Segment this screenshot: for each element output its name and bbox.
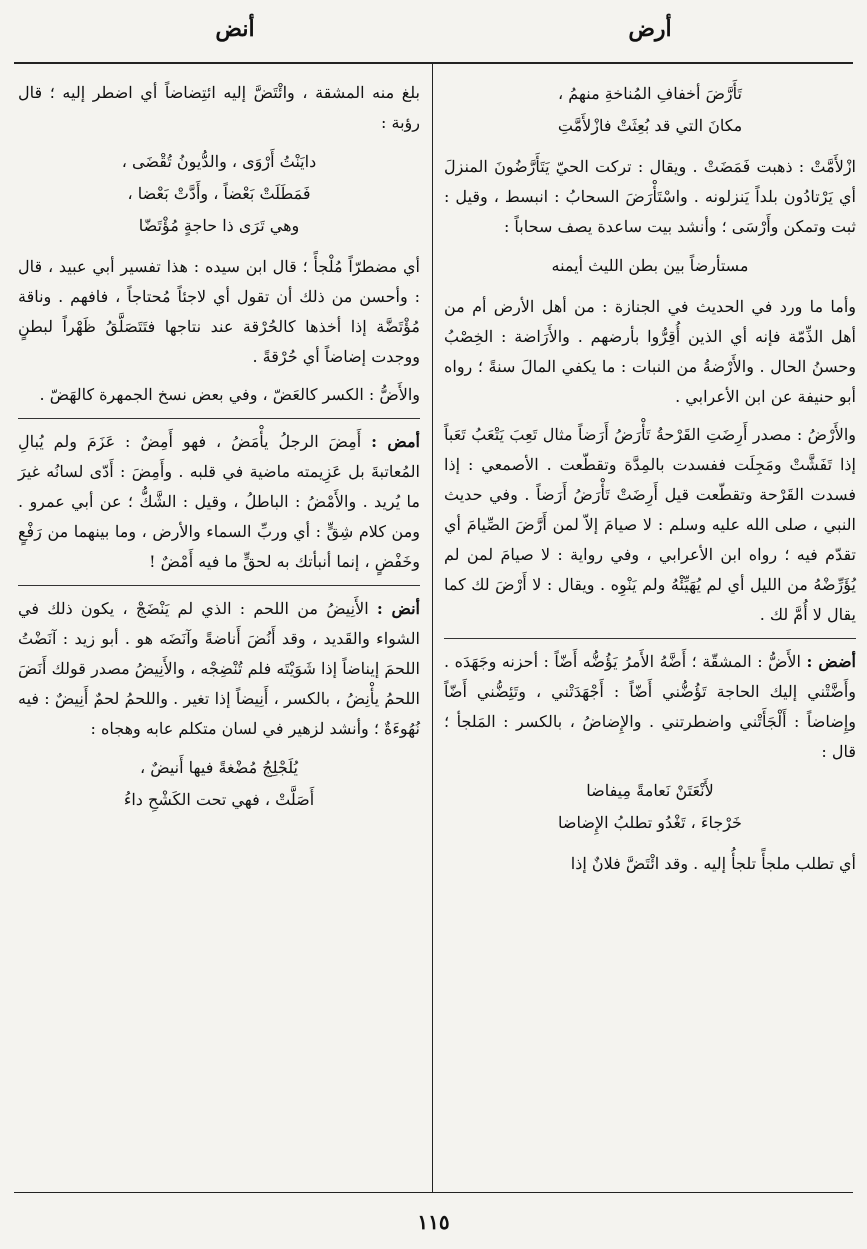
verse-line: خَرْجاءَ ، تَغْدُو تطلبُ الإِضاضا bbox=[558, 813, 742, 832]
header-divider bbox=[14, 62, 853, 64]
page-header-right-title: أرض bbox=[628, 16, 672, 42]
verse-block bbox=[18, 146, 420, 242]
verse-line: دايَنْتُ أَرْوَى ، والدُّيونُ تُقْضَى ، bbox=[121, 152, 317, 171]
paragraph: ازْلأَمَّتْ : ذهبت فَمَضَتْ . ويقال : تركت الحيّ يَتَأَرَّضُونَ المنزلَ أي يَرْتادُون بلداً يَنزلونه . واسْتَأْرَضَ السحابُ : انبسط ، وقيل : ثبت وتمكن وأَرْسَى ؛ وأنشد بيت ساعدة يصف سحاباً : bbox=[444, 157, 857, 236]
paragraph: أي تطلب ملجأً تلجأُ إليه . وقد ائْتَضَّ فلانٌ إذا bbox=[570, 854, 856, 873]
verse-block bbox=[18, 752, 420, 816]
footer-divider bbox=[14, 1192, 853, 1193]
entry-headword: أنض : bbox=[376, 599, 420, 618]
verse-block bbox=[444, 78, 856, 142]
dictionary-entry bbox=[18, 585, 420, 816]
paragraph: بلغ منه المشقة ، وائْتَضَّ إليه ائتِضاضاً أي اضطر إليه ؛ قال رؤبة : bbox=[18, 83, 420, 132]
paragraph: وأما ما ورد في الحديث في الجنازة : من أهل الأرض أم من أهل الذِّمّة فإنه أي الذين أُقِرُّوا بأرضهم . والأَرَاضة : الخِصْبُ وحسنُ الحال . والأَرْضةُ من النبات : ما يكفي المالَ سنةً ؛ رواه أبو حنيفة عن ابن الأعرابي . bbox=[444, 297, 856, 406]
entry-paragraph bbox=[18, 427, 420, 577]
left-column bbox=[18, 78, 420, 826]
entry-text: الأَضُّ : المشقّة ؛ أَضَّهُ الأَمرُ يَؤُضُّه أَضّاً : أحزنه وجَهَدَه . وأَضَّتْني إليك الحاجة تَؤُضُّني أَضّاً : أَجْهَدَتْني ، وتَئِضُّني أَضّاً وإِضاضاً : أَلْجَأَتْني واضطرتني . والإِضاضُ ، بالكسر : المَلجأ ؛ قال : bbox=[444, 652, 856, 761]
paragraph: والأَرْضُ : مصدر أَرِضَتِ القَرْحةُ تَأْرَضُ أَرَضاً مثال تَعِبَ يَتْعَبُ تَعَباً إذا تَفَشَّتْ ومَجِلَت ففسدت بالمِدَّة وتقطّعت . الأصمعي : إذا فسدت القَرْحة وتقطّعت قيل أَرِضَتْ تَأْرَضُ أَرَضاً . وفي حديث النبي ، صلى الله عليه وسلم : لا صيامَ إلاّ لمن أَرَّضَ الصِّيامَ أي تقدّم فيه ؛ رواه ابن الأعرابي ، وفي رواية : لا صيامَ لمن لم يُؤَرِّضْهُ من الليل أي لم يُهَيِّئْهُ ولم يَنْوِه . ويقال : لا أَرْضَ لك كما يقال لا أُمَّ لك . bbox=[444, 425, 856, 624]
entry-text: أَمِضَ الرجلُ يأْمَضُ ، فهو أَمِضٌ : عَزَمَ ولم يُبالِ المُعاتبةَ بل عَزِيمته ماضية في قلبه . وأَمِضَ : أَدّى لسانُه غيرَ ما يُريد . والأَمْضُ : الباطلُ ، وقيل : الشَّكُّ ؛ عن أبي عمرو . ومن كلام شِقٍّ : أي وربِّ السماء والأرض ، وما بينهما من رَفْعٍ وخَفْضٍ ، إنما أنبأتك به لحقٍّ ما فيه أَمْضٌ ! bbox=[18, 432, 420, 571]
verse-block bbox=[444, 250, 856, 282]
verse-line: وهي تَرَى ذا حاجةٍ مُؤْتَضّا bbox=[138, 216, 300, 235]
entry-headword: أضض : bbox=[806, 652, 857, 671]
verse-line: تَأَرَّضَ أخفافِ المُناخةِ منهمُ ، bbox=[558, 84, 742, 103]
paragraph: والأَضُّ : الكسر كالعَضّ ، وفي بعض نسخ الجمهرة كالهَضّ . bbox=[39, 385, 420, 404]
verse-line: فَمَطَلَتْ بَعْضاً ، وأَدَّتْ بَعْضا ، bbox=[127, 184, 311, 203]
page-header-left-title: أنض bbox=[215, 16, 255, 42]
entry-paragraph bbox=[444, 647, 856, 767]
verse-line: أَصَلَّتْ ، فهي تحت الكَشْحِ داءُ bbox=[123, 790, 315, 809]
dictionary-entry bbox=[444, 638, 856, 879]
verse-block bbox=[444, 775, 856, 839]
dictionary-entry bbox=[18, 418, 420, 577]
verse-line: يُلَجْلِجُ مُضْغةً فيها أَنيضٌ ، bbox=[139, 758, 298, 777]
verse-line: مستأرضاً بين بطن الليث أيمنه bbox=[551, 256, 749, 275]
right-column bbox=[444, 78, 856, 887]
entry-paragraph bbox=[18, 594, 420, 744]
entry-headword: أمض : bbox=[371, 432, 420, 451]
entry-text: الأَنِيضُ من اللحم : الذي لم يَنْضَجْ ، يكون ذلك في الشواء والقَديد ، وقد أَنُضَ أَناضةً وآنَضَه هو . أبو زيد : آنَضْتُ اللحمَ إيناضاً إذا شَوَيْتَه فلم تُنْضِجْه ، والأَنِيضُ مصدر قولك أَنَضَ اللحمُ يأْنِضُ ، بالكسر ، أَنِيضاً إذا تغير . واللحمُ لحمٌ أَنِيضٌ : فيه نُهُوءَةٌ ؛ وأنشد لزهير في لسان متكلم عابه وهجاه : bbox=[18, 599, 420, 738]
verse-line: لأَنْعَتَنْ نَعامةً مِيفاضا bbox=[586, 781, 714, 800]
verse-line: مكانَ التي قد بُعِثَتْ فازْلأَمَّتِ bbox=[557, 116, 743, 135]
page-number: ١١٥ bbox=[417, 1210, 450, 1234]
paragraph: أي مضطرّاً مُلْجأً ؛ قال ابن سيده : هذا تفسير أبي عبيد ، قال : وأحسن من ذلك أن تقول أي لاجئاً مُحتاجاً ، فافهم . وناقة مُؤْتَضَّة إذا أخذها كالحُرْقة عند نتاجها فتَتَصَلَّقُ ظَهْراً لبطنٍ ووجدت إضاضاً أي حُرْقةً . bbox=[18, 257, 420, 366]
column-divider bbox=[432, 63, 433, 1192]
